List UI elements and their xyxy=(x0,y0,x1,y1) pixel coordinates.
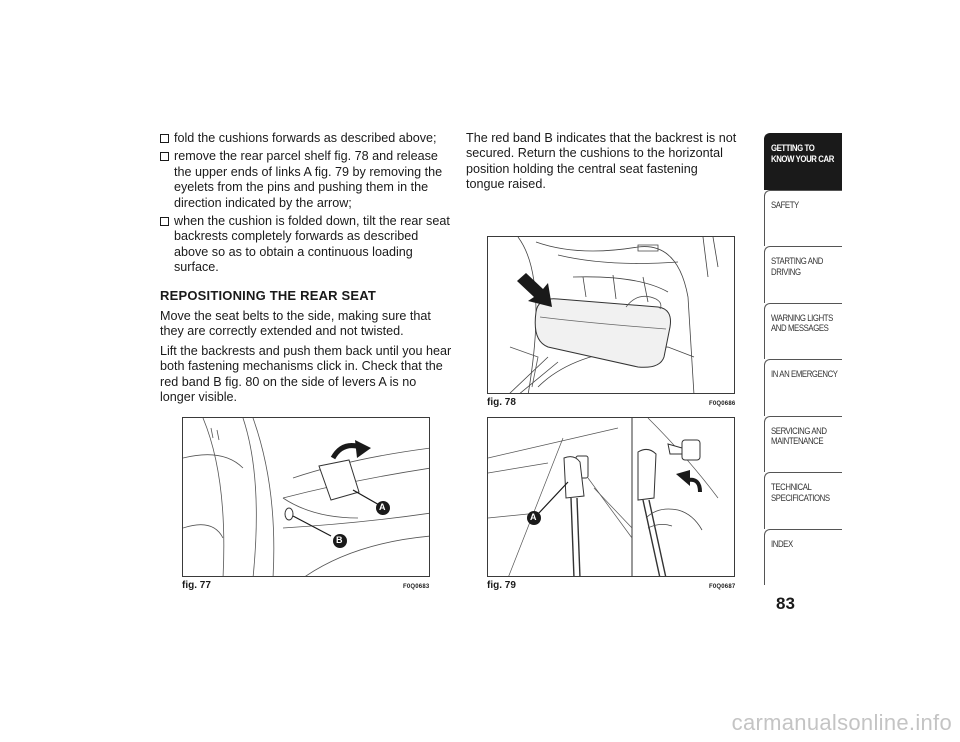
paragraph: Lift the backrests and push them back until you hear both fastening mechanisms click in. Check that the red band B fig. 80 on the side of levers A is no longer visible. xyxy=(160,343,452,405)
bullet-item xyxy=(160,149,452,211)
tab-label: WARNING LIGHTS xyxy=(771,312,833,324)
bullet-text: remove the rear parcel shelf fig. 78 and release the upper ends of links A fig. 79 by removing the eyelets from the pins and pushing them in the direction indicated by the arrow; xyxy=(174,149,443,210)
checkbox-bullet-icon xyxy=(160,134,169,143)
label-b-marker: B xyxy=(336,535,343,545)
links-pins-drawing xyxy=(488,418,735,577)
tab-index[interactable] xyxy=(764,529,842,586)
direction-arrow-icon xyxy=(676,470,690,486)
paragraph: The red band B indicates that the backrest is not secured. Return the cushions to the horizontal position holding the central seat fastening tongue raised. xyxy=(466,131,737,192)
seat-lever-drawing xyxy=(183,418,430,577)
bullet-text: when the cushion is folded down, tilt the rear seat backrests completely forwards as described above so as to obtain a continuous loading surface. xyxy=(174,214,450,275)
tab-label: MAINTENANCE xyxy=(771,436,824,447)
tab-label: SAFETY xyxy=(771,199,799,211)
tab-label: SPECIFICATIONS xyxy=(771,492,830,504)
tab-label: KNOW YOUR CAR xyxy=(771,153,834,165)
tab-label: AND MESSAGES xyxy=(771,323,829,334)
figure-caption: fig. 77 xyxy=(182,580,211,591)
tab-label: DRIVING xyxy=(771,266,801,278)
bullet-item xyxy=(160,214,452,276)
section-heading: REPOSITIONING THE REAR SEAT xyxy=(160,287,377,303)
left-text-column xyxy=(160,131,452,410)
right-text-column xyxy=(466,131,738,197)
trunk-parcel-shelf-drawing xyxy=(488,237,735,394)
tab-label: GETTING TO xyxy=(771,143,815,154)
label-a-marker: A xyxy=(530,512,537,522)
figure-79-illustration xyxy=(487,417,735,577)
tab-label: TECHNICAL xyxy=(771,482,812,493)
figure-caption: fig. 78 xyxy=(487,397,516,408)
tab-getting-to-know-your-car[interactable] xyxy=(764,133,842,190)
bullet-text: fold the cushions forwards as described above; xyxy=(174,131,437,145)
direction-arrow-icon xyxy=(517,273,552,307)
figure-code: F0Q0683 xyxy=(403,584,430,590)
tab-label: SERVICING AND xyxy=(771,425,827,437)
label-a-marker: A xyxy=(379,502,386,512)
paragraph: Move the seat belts to the side, making sure that they are correctly extended and not twisted. xyxy=(160,309,431,339)
tab-warning-lights[interactable] xyxy=(764,303,842,360)
bullet-item xyxy=(160,131,452,146)
figure-code: F0Q0686 xyxy=(709,401,736,407)
tab-safety[interactable] xyxy=(764,190,842,247)
tab-servicing-and-maintenance[interactable] xyxy=(764,416,842,473)
page-number: 83 xyxy=(776,594,795,613)
checkbox-bullet-icon xyxy=(160,217,169,226)
watermark: carmanualsonline.info xyxy=(731,710,952,735)
checkbox-bullet-icon xyxy=(160,152,169,161)
tab-label: STARTING AND xyxy=(771,256,823,267)
figure-78-illustration xyxy=(487,236,735,394)
tab-label: IN AN EMERGENCY xyxy=(771,369,838,380)
figure-caption: fig. 79 xyxy=(487,580,516,591)
tab-technical-specifications[interactable] xyxy=(764,472,842,529)
tab-in-an-emergency[interactable] xyxy=(764,359,842,416)
tab-label: INDEX xyxy=(771,538,793,550)
figure-code: F0Q0687 xyxy=(709,584,736,590)
rotate-arrow-icon xyxy=(355,440,371,458)
chapter-tabs xyxy=(764,133,842,585)
figure-77-illustration xyxy=(182,417,430,577)
tab-starting-and-driving[interactable] xyxy=(764,246,842,303)
